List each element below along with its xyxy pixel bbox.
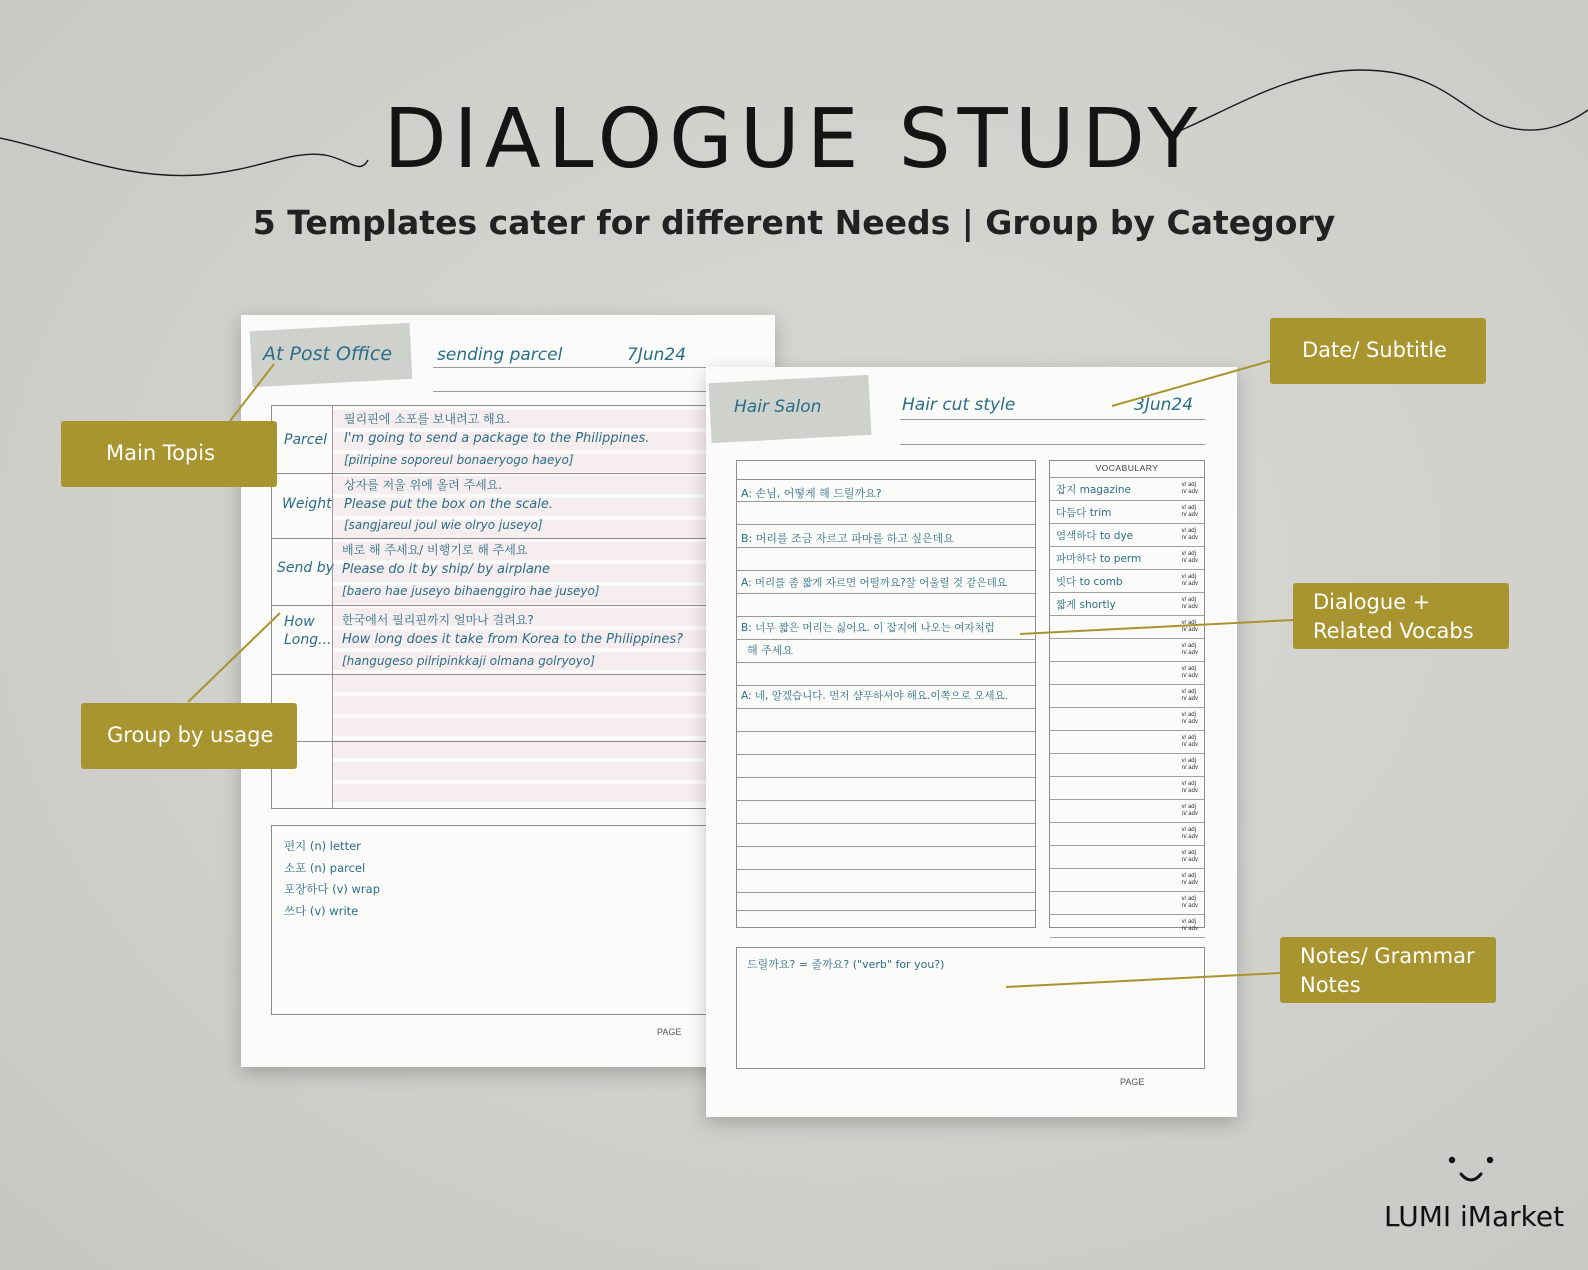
main-topic: At Post Office: [263, 343, 393, 365]
dialogue-line: B: 너무 짧은 머리는 싫어요. 이 잡지에 나오는 여자처럼: [741, 622, 995, 634]
romanization: [pilripine soporeul bonaeryogo haeyo]: [344, 453, 574, 467]
callout-text: Main Topis: [106, 441, 216, 465]
category-label: Parcel: [284, 432, 327, 448]
english-sentence: Please do it by ship/ by airplane: [342, 562, 551, 577]
pos-noun-adv: n/ adv: [1181, 581, 1198, 587]
date: 7Jun24: [627, 345, 687, 365]
pos-verb-adj: v/ adj: [1181, 827, 1196, 833]
callout-text: Group by usage: [107, 723, 274, 747]
category-label: How: [284, 614, 315, 630]
dialogue-line: A: 머리를 좀 짧게 자르면 어떨까요?잘 어울릴 것 같은데요: [741, 577, 1007, 589]
pos-noun-adv: n/ adv: [1181, 811, 1198, 817]
callout-group-by-usage: [81, 703, 297, 769]
korean-sentence: 한국에서 필리핀까지 얼마나 걸려요?: [342, 613, 534, 627]
dialogue-line: A: 네, 알겠습니다. 먼저 샴푸하셔야 해요.이쪽으로 오세요.: [741, 690, 1009, 702]
callout-text: Date/ Subtitle: [1302, 338, 1447, 362]
pos-verb-adj: v/ adj: [1181, 505, 1196, 511]
pos-verb-adj: v/ adj: [1181, 482, 1196, 488]
category-label: Send by: [277, 560, 334, 576]
pos-verb-adj: v/ adj: [1181, 758, 1196, 764]
korean-sentence: 배로 해 주세요/ 비행기로 해 주세요: [342, 543, 528, 557]
brand-name: LUMI iMarket: [1384, 1200, 1565, 1233]
callout-dialogue-vocabs: [1293, 583, 1509, 649]
vocab-word: 빗다 to comb: [1056, 576, 1123, 588]
callout-text: Notes: [1300, 973, 1361, 997]
date: 3Jun24: [1134, 395, 1194, 415]
vocab-word: 잡지 magazine: [1056, 484, 1131, 496]
pos-verb-adj: v/ adj: [1181, 873, 1196, 879]
category-label: Long...: [284, 632, 332, 648]
category-label: Weight: [282, 496, 332, 512]
pos-noun-adv: n/ adv: [1181, 512, 1198, 518]
pos-noun-adv: n/ adv: [1181, 880, 1198, 886]
english-sentence: I'm going to send a package to the Philippines.: [344, 431, 650, 446]
pos-noun-adv: n/ adv: [1181, 719, 1198, 725]
pos-noun-adv: n/ adv: [1181, 558, 1198, 564]
pos-noun-adv: n/ adv: [1181, 834, 1198, 840]
pos-verb-adj: v/ adj: [1181, 574, 1196, 580]
pos-verb-adj: v/ adj: [1181, 620, 1196, 626]
callout-main-topics: [61, 421, 277, 487]
pos-verb-adj: v/ adj: [1181, 643, 1196, 649]
korean-sentence: 상자를 저울 위에 올려 주세요.: [344, 478, 503, 492]
note-line: 편지 (n) letter: [284, 839, 361, 853]
page-label: PAGE: [1120, 1077, 1145, 1087]
dialogue-line: A: 손님, 어떻게 해 드릴까요?: [741, 487, 882, 500]
pos-noun-adv: n/ adv: [1181, 857, 1198, 863]
grammar-note: 드릴까요? = 줄까요? ("verb" for you?): [747, 958, 945, 971]
vocab-word: 염색하다 to dye: [1056, 530, 1134, 542]
pos-noun-adv: n/ adv: [1181, 535, 1198, 541]
page-title: DIALOGUE STUDY: [383, 92, 1205, 187]
romanization: [baero hae juseyo bihaenggiro hae juseyo]: [342, 584, 600, 598]
pos-noun-adv: n/ adv: [1181, 489, 1198, 495]
pos-verb-adj: v/ adj: [1181, 735, 1196, 741]
english-sentence: Please put the box on the scale.: [344, 497, 553, 512]
korean-sentence: 필리핀에 소포를 보내려고 해요.: [344, 412, 510, 426]
callout-text: Dialogue +: [1313, 590, 1431, 614]
pos-verb-adj: v/ adj: [1181, 850, 1196, 856]
smiley-face-icon: [1440, 1150, 1502, 1198]
pos-verb-adj: v/ adj: [1181, 528, 1196, 534]
pos-verb-adj: v/ adj: [1181, 551, 1196, 557]
callout-notes: [1280, 937, 1496, 1003]
pos-noun-adv: n/ adv: [1181, 903, 1198, 909]
pos-noun-adv: n/ adv: [1181, 926, 1198, 932]
note-line: 포장하다 (v) wrap: [284, 882, 381, 896]
note-line: 쓰다 (v) write: [284, 904, 359, 918]
callout-text: Notes/ Grammar: [1300, 944, 1475, 968]
pos-noun-adv: n/ adv: [1181, 673, 1198, 679]
romanization: [hangugeso pilripinkkaji olmana golryoyo]: [342, 654, 596, 668]
vocabulary-header: VOCABULARY: [1095, 463, 1159, 473]
vocab-word: 다듬다 trim: [1056, 507, 1112, 519]
pos-noun-adv: n/ adv: [1181, 627, 1198, 633]
vocab-word: 파마하다 to perm: [1056, 553, 1142, 565]
pos-noun-adv: n/ adv: [1181, 765, 1198, 771]
pos-noun-adv: n/ adv: [1181, 650, 1198, 656]
english-sentence: How long does it take from Korea to the Philippines?: [342, 632, 684, 647]
callout-date-subtitle: [1270, 318, 1486, 384]
note-line: 소포 (n) parcel: [284, 861, 366, 875]
subtitle: sending parcel: [437, 345, 563, 365]
pos-noun-adv: n/ adv: [1181, 788, 1198, 794]
pos-verb-adj: v/ adj: [1181, 804, 1196, 810]
romanization: [sangjareul joul wie olryo juseyo]: [344, 518, 543, 532]
dialogue-line: B: 머리를 조금 자르고 파마를 하고 싶은데요: [741, 532, 954, 545]
subtitle: Hair cut style: [902, 395, 1016, 415]
pos-verb-adj: v/ adj: [1181, 666, 1196, 672]
pos-noun-adv: n/ adv: [1181, 742, 1198, 748]
pos-verb-adj: v/ adj: [1181, 712, 1196, 718]
vocab-word: 짧게 shortly: [1056, 599, 1116, 611]
pos-noun-adv: n/ adv: [1181, 604, 1198, 610]
page-label: PAGE: [657, 1027, 682, 1037]
page-subtitle: 5 Templates cater for different Needs | Group by Category: [252, 203, 1336, 242]
pos-verb-adj: v/ adj: [1181, 689, 1196, 695]
pos-verb-adj: v/ adj: [1181, 597, 1196, 603]
dialogue-line: 해 주세요: [747, 644, 794, 657]
pos-noun-adv: n/ adv: [1181, 696, 1198, 702]
callout-text: Related Vocabs: [1313, 619, 1474, 643]
main-topic: Hair Salon: [734, 397, 822, 417]
pos-verb-adj: v/ adj: [1181, 919, 1196, 925]
pos-verb-adj: v/ adj: [1181, 781, 1196, 787]
pos-verb-adj: v/ adj: [1181, 896, 1196, 902]
